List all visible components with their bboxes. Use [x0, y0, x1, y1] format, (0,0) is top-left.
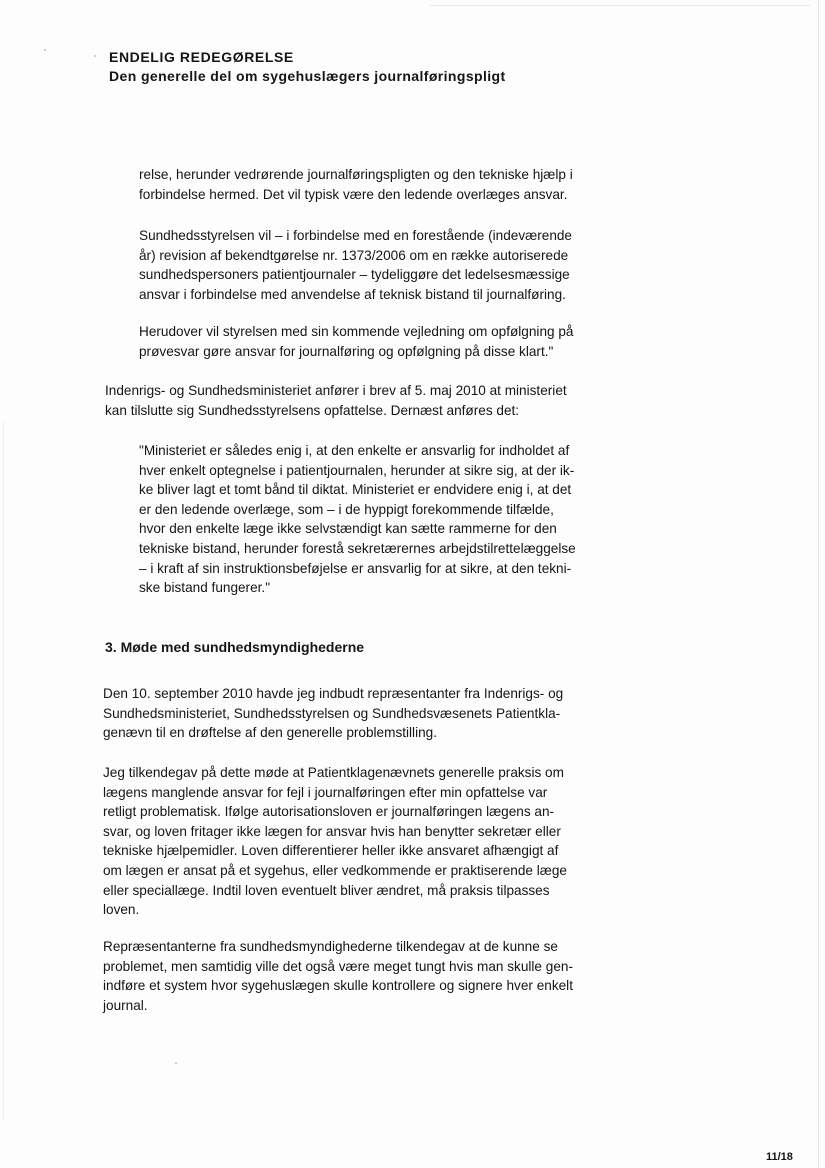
document-header — [109, 48, 709, 86]
text-line: Den 10. september 2010 havde jeg indbudt repræsentanter fra Indenrigs- og — [103, 686, 564, 701]
text-line: hver enkelt optegnelse i patientjournalen, herunder at sikre sig, at der ik- — [139, 462, 575, 478]
body-paragraph-2 — [103, 684, 589, 743]
quote-paragraph-1 — [139, 165, 589, 204]
text-line: Herudover vil styrelsen med sin kommende vejledning om opfølgning på — [139, 324, 574, 339]
scan-edge-top — [430, 5, 810, 6]
scan-speck — [44, 49, 46, 51]
text-line: hvor den enkelte læge ikke selvstændigt kan sætte rammerne for den — [139, 521, 557, 537]
text-line: eller speciallæge. Indtil loven eventuelt bliver ændret, må praksis tilpasses — [103, 882, 550, 898]
text-line: lægens manglende ansvar for fejl i journalføringen efter min opfattelse var — [103, 784, 548, 800]
text-line: retligt problematisk. Ifølge autorisationsloven er journalføringen lægens an- — [103, 804, 555, 820]
text-line: ansvar i forbindelse med anvendelse af teknisk bistand til journalføring. — [139, 286, 566, 302]
text-line: Sundhedsministeriet, Sundhedsstyrelsen og Sundhedsvæsenets Patientkla- — [103, 705, 561, 721]
text-line: sundhedspersoners patientjournaler – tydeliggøre det ledelsesmæssige — [139, 267, 570, 283]
scan-speck — [175, 1062, 177, 1064]
header-title: ENDELIG REDEGØRELSE — [109, 49, 294, 65]
text-line: relse, herunder vedrørende journalføringspligten og den tekniske hjælp i — [139, 167, 573, 182]
text-line: Indenrigs- og Sundhedsministeriet anfører i brev af 5. maj 2010 at ministeriet — [105, 383, 567, 398]
text-line: er den ledende overlæge, som – i de hyppigt forekommende tilfælde, — [139, 501, 554, 517]
text-line: tekniske hjælpemidler. Loven differentierer heller ikke ansvaret afhængigt af — [103, 843, 559, 859]
text-line: indføre et system hvor sygehuslægen skulle kontrollere og signere hver enkelt — [103, 978, 573, 994]
text-line: Jeg tilkendegav på dette møde at Patientklagenævnets generelle praksis om — [103, 765, 564, 780]
body-paragraph-3 — [103, 763, 589, 920]
scan-edge-left — [3, 420, 4, 1120]
text-line: ke bliver lagt et tomt bånd til diktat. Ministeriet er endvidere enig i, at det — [139, 482, 572, 498]
body-paragraph-4 — [103, 937, 589, 1015]
text-line: loven. — [103, 902, 140, 918]
text-line: ske bistand fungerer." — [139, 580, 271, 596]
header-subtitle: Den generelle del om sygehuslægers journalføringspligt — [109, 68, 506, 84]
page-number: 11/18 — [766, 1151, 793, 1163]
section-heading: 3. Møde med sundhedsmyndighederne — [105, 639, 365, 655]
scan-edge-right — [818, 0, 819, 1168]
text-line: svar, og loven fritager ikke lægen for ansvar hvis han benytter sekretær eller — [103, 823, 561, 839]
body-paragraph-1 — [105, 381, 591, 420]
text-line: kan tilslutte sig Sundhedsstyrelsens opfattelse. Dernæst anføres det: — [105, 402, 520, 418]
text-line: om lægen er ansat på et sygehus, eller vedkommende er praktiserende læge — [103, 862, 567, 878]
text-line: tekniske bistand, herunder forestå sekretærernes arbejdstilrettelæggelse — [139, 540, 576, 556]
text-line: "Ministeriet er således enig i, at den enkelte er ansvarlig for indholdet af — [139, 443, 570, 458]
text-line: år) revision af bekendtgørelse nr. 1373/2006 om en række autoriserede — [139, 247, 569, 263]
text-line: – i kraft af sin instruktionsbeføjelse er ansvarlig for at sikre, at den tekni- — [139, 560, 572, 576]
text-line: genævn til en drøftelse af den generelle problemstilling. — [103, 725, 437, 741]
quote-paragraph-4 — [139, 441, 589, 598]
text-line: Repræsentanterne fra sundhedsmyndighederne tilkendegav at de kunne se — [103, 939, 558, 954]
quote-paragraph-2 — [139, 226, 589, 304]
text-line: problemet, men samtidig ville det også være meget tungt hvis man skulle gen- — [103, 958, 573, 974]
scan-speck — [94, 55, 96, 57]
quote-paragraph-3 — [139, 322, 589, 361]
text-line: Sundhedsstyrelsen vil – i forbindelse med en forestående (indeværende — [139, 228, 572, 243]
text-line: journal. — [103, 997, 148, 1013]
text-line: forbindelse hermed. Det vil typisk være den ledende overlæges ansvar. — [139, 186, 568, 202]
text-line: prøvesvar gøre ansvar for journalføring og opfølgning på disse klart." — [139, 343, 554, 359]
